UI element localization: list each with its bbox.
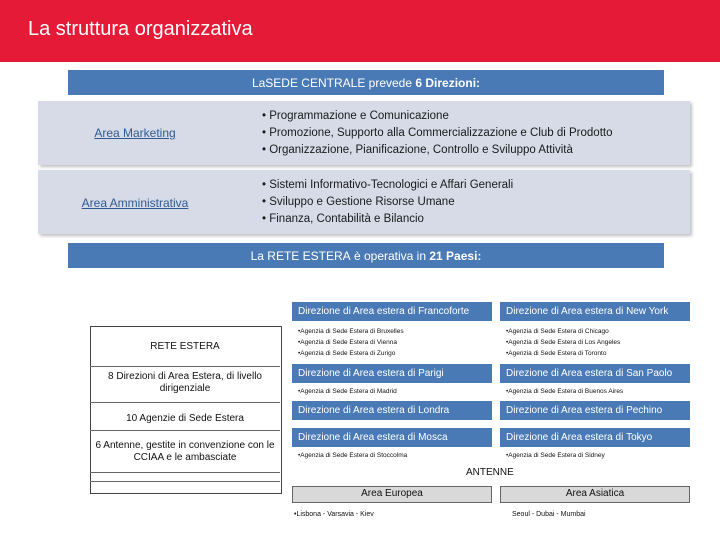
rete-intro-prefix: La <box>250 248 268 263</box>
list-item: •Agenzia di Sede Estera di Zurigo <box>298 350 396 357</box>
rete-left-item2: 10 Agenzie di Sede Estera <box>126 413 244 424</box>
list-item: • Promozione, Supporto alla Commercializzazione e Club di Prodotto <box>262 127 613 139</box>
dir-mosca[interactable] <box>292 428 492 447</box>
dir-city: Pechino <box>626 405 663 416</box>
dir-city: Londra <box>418 405 450 416</box>
rete-left-item3: 6 Antenne, gestite in convenzione con le CCIAA e le ambasciate <box>95 440 275 463</box>
dir-prefix: Direzione di Area estera di <box>506 432 627 443</box>
dir-prefix: Direzione di Area estera di <box>506 405 627 416</box>
list-item: • Sistemi Informativo-Tecnologici e Affari Generali <box>262 179 514 191</box>
area-amministrativa-list <box>262 177 513 228</box>
europe-cities: •Lisbona - Varsavia - Kiev <box>294 511 374 518</box>
sede-intro-bold2: 6 Direzioni: <box>415 75 481 90</box>
rete-left-title: RETE ESTERA <box>150 341 220 352</box>
agencies-san-paolo <box>506 386 623 397</box>
dir-prefix: Direzione di Area estera di <box>298 306 419 317</box>
rete-intro-mid: è operativa in <box>350 248 430 263</box>
list-item: • Finanza, Contabilità e Bilancio <box>262 213 424 225</box>
dir-pechino[interactable] <box>500 401 690 420</box>
dir-prefix: Direzione di Area estera di <box>506 306 627 317</box>
agencies-francoforte <box>298 326 404 359</box>
dir-city: San Paolo <box>626 368 673 379</box>
dir-san-paolo[interactable] <box>500 364 690 383</box>
list-item: •Agenzia di Sede Estera di Bruxelles <box>298 328 404 335</box>
asia-cities: Seoul - Dubai - Mumbai <box>512 511 586 518</box>
list-item: •Agenzia di Sede Estera di Sidney <box>506 452 605 459</box>
dir-prefix: Direzione di Area estera di <box>298 432 419 443</box>
antenne-label: ANTENNE <box>466 467 514 478</box>
dir-londra[interactable] <box>292 401 492 420</box>
area-asiatica-label: Area Asiatica <box>565 488 625 499</box>
list-item: •Agenzia di Sede Estera di Chicago <box>506 328 609 335</box>
sede-intro-mid: prevede <box>365 75 416 90</box>
list-item: •Agenzia di Sede Estera di Toronto <box>506 350 607 357</box>
area-europea-label: Area Europea <box>361 488 423 499</box>
dir-city: Parigi <box>418 368 444 379</box>
rete-estera-header <box>68 243 664 268</box>
list-item: • Programmazione e Comunicazione <box>262 110 449 122</box>
dir-city: Tokyo <box>626 432 653 443</box>
dir-prefix: Direzione di Area estera di <box>298 405 419 416</box>
sede-intro-prefix: La <box>251 75 266 90</box>
area-marketing-label[interactable]: Area Marketing <box>94 126 176 140</box>
rete-intro-bold1: RETE ESTERA <box>267 248 351 263</box>
agencies-parigi <box>298 386 397 397</box>
dir-parigi[interactable] <box>292 364 492 383</box>
agencies-mosca <box>298 450 407 461</box>
dir-tokyo[interactable] <box>500 428 690 447</box>
sede-intro-bold1: SEDE CENTRALE <box>265 75 366 90</box>
dir-francoforte[interactable] <box>292 302 492 321</box>
sede-centrale-header <box>68 70 664 95</box>
list-item: •Agenzia di Sede Estera di Vienna <box>298 339 398 346</box>
list-item: •Agenzia di Sede Estera di Madrid <box>298 388 397 395</box>
dir-prefix: Direzione di Area estera di <box>298 368 419 379</box>
area-amministrativa-label[interactable]: Area Amministrativa <box>81 196 189 210</box>
list-item: •Agenzia di Sede Estera di Stoccolma <box>298 452 408 459</box>
dir-prefix: Direzione di Area estera di <box>506 368 627 379</box>
list-item: • Sviluppo e Gestione Risorse Umane <box>262 196 455 208</box>
dir-city: Francoforte <box>418 306 470 317</box>
rete-intro-bold2: 21 Paesi: <box>429 248 482 263</box>
area-marketing-list <box>262 108 612 159</box>
agencies-new-york <box>506 326 620 359</box>
page-title: La struttura organizzativa <box>28 18 253 40</box>
agencies-tokyo <box>506 450 605 461</box>
list-item: •Agenzia di Sede Estera di Buenos Aires <box>506 388 624 395</box>
dir-new-york[interactable] <box>500 302 690 321</box>
list-item: •Agenzia di Sede Estera di Los Angeles <box>506 339 621 346</box>
dir-city: New York <box>626 306 669 317</box>
list-item: • Organizzazione, Pianificazione, Controllo e Sviluppo Attività <box>262 144 573 156</box>
dir-city: Mosca <box>418 432 448 443</box>
rete-left-item1: 8 Direzioni di Area Estera, di livello dirigenziale <box>108 371 262 394</box>
